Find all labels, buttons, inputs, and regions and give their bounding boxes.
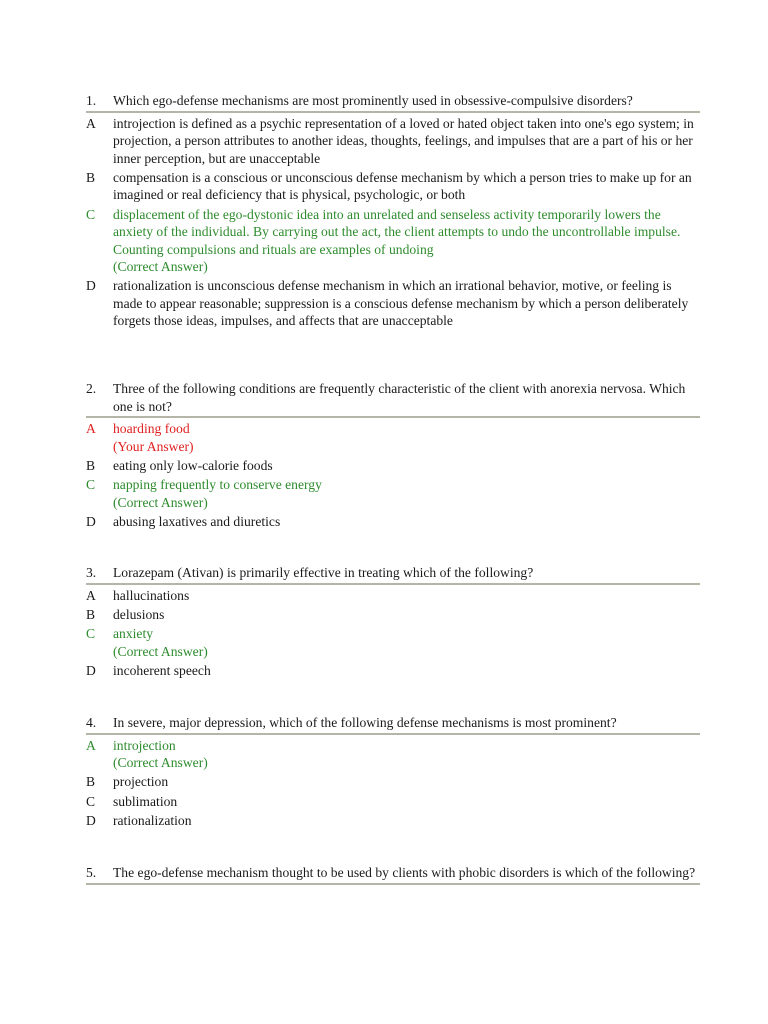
question-text: Lorazepam (Ativan) is primarily effective in treating which of the following? <box>113 565 534 580</box>
choice-letter: B <box>86 774 96 790</box>
choice-text: hoarding food <box>113 421 190 436</box>
question-2 <box>86 380 700 532</box>
question-number: 5. <box>86 865 97 880</box>
question-text: In severe, major depression, which of the following defense mechanisms is most prominent? <box>113 715 617 730</box>
choice-text: eating only low-calorie foods <box>113 457 273 473</box>
choice-b <box>86 773 700 791</box>
question-header <box>86 564 700 585</box>
choice-d <box>86 277 700 330</box>
question-text: Which ego-defense mechanisms are most prominently used in obsessive-compulsive disorders? <box>113 93 633 108</box>
choice-letter: C <box>86 206 96 222</box>
choice-b <box>86 457 700 475</box>
question-3 <box>86 564 700 681</box>
question-1 <box>86 92 700 332</box>
choice-text: sublimation <box>113 793 178 809</box>
choice-text: displacement of the ego-dystonic idea into an unrelated and senseless activity temporarily lowers the anxiety of the individual. By carrying out the act, the client attempts to undo the uncontrollable impulse. Counting compulsions and rituals are examples of undoing <box>113 206 681 257</box>
correct-answer-note: (Correct Answer) <box>113 259 208 275</box>
choice-a <box>86 420 700 455</box>
your-answer-note: (Your Answer) <box>113 438 194 454</box>
choice-letter: A <box>86 587 96 603</box>
choice-text: abusing laxatives and diuretics <box>113 513 281 529</box>
choice-a <box>86 587 700 605</box>
choice-letter: B <box>86 457 96 473</box>
choice-letter: D <box>86 513 96 529</box>
question-header <box>86 714 700 735</box>
question-header <box>86 864 700 885</box>
choice-letter: D <box>86 812 96 828</box>
choice-letter: B <box>86 169 96 185</box>
choice-text: napping frequently to conserve energy <box>113 477 322 493</box>
choice-c <box>86 625 700 660</box>
question-header <box>86 380 700 418</box>
question-header <box>86 92 700 113</box>
choice-text: hallucinations <box>113 587 190 603</box>
choice-d <box>86 662 700 680</box>
question-text: Three of the following conditions are frequently characteristic of the client with anorexia nervosa. Which one is not? <box>113 381 686 414</box>
choice-a <box>86 115 700 168</box>
choice-text: introjection <box>113 737 176 753</box>
choice-text: projection <box>113 774 169 790</box>
choice-c <box>86 206 700 276</box>
choice-a <box>86 737 700 772</box>
choice-letter: C <box>86 626 96 642</box>
choice-b <box>86 169 700 204</box>
question-number: 4. <box>86 715 97 730</box>
choice-text: compensation is a conscious or unconscious defense mechanism by which a person tries to make up for an imagined or real deficiency that is physical, psychologic, or both <box>113 169 692 203</box>
choice-text: anxiety <box>113 626 154 642</box>
question-number: 2. <box>86 381 97 396</box>
choice-letter: C <box>86 477 96 493</box>
choice-letter: A <box>86 421 96 436</box>
choice-text: rationalization is unconscious defense mechanism in which an irrational behavior, motive, or feeling is made to appear reasonable; suppression is a conscious defense mechanism by which a person deliberately forgets those ideas, impulses, and affects that are unacceptable <box>113 278 689 329</box>
choice-letter: D <box>86 662 96 678</box>
correct-answer-note: (Correct Answer) <box>113 643 208 659</box>
choice-d <box>86 812 700 830</box>
correct-answer-note: (Correct Answer) <box>113 755 208 770</box>
correct-answer-note: (Correct Answer) <box>113 494 208 510</box>
choice-c <box>86 476 700 511</box>
question-number: 3. <box>86 565 97 580</box>
question-text: The ego-defense mechanism thought to be used by clients with phobic disorders is which of the following? <box>113 865 696 880</box>
choice-d <box>86 513 700 531</box>
question-5 <box>86 864 700 887</box>
choice-letter: B <box>86 606 96 622</box>
choice-text: incoherent speech <box>113 662 211 678</box>
choice-text: rationalization <box>113 812 192 828</box>
choice-letter: D <box>86 278 96 294</box>
choice-c <box>86 793 700 811</box>
choice-text: introjection is defined as a psychic representation of a loved or hated object taken into one's ego system; in projection, a person attributes to another ideas, thoughts, feelings, and impulses that are a part of his or her inner perception, but are unacceptable <box>113 115 694 166</box>
question-4 <box>86 714 700 831</box>
question-number: 1. <box>86 93 97 108</box>
choice-letter: C <box>86 793 96 809</box>
choice-b <box>86 606 700 624</box>
choice-letter: A <box>86 115 96 131</box>
choice-text: delusions <box>113 606 165 622</box>
choice-letter: A <box>86 737 96 753</box>
